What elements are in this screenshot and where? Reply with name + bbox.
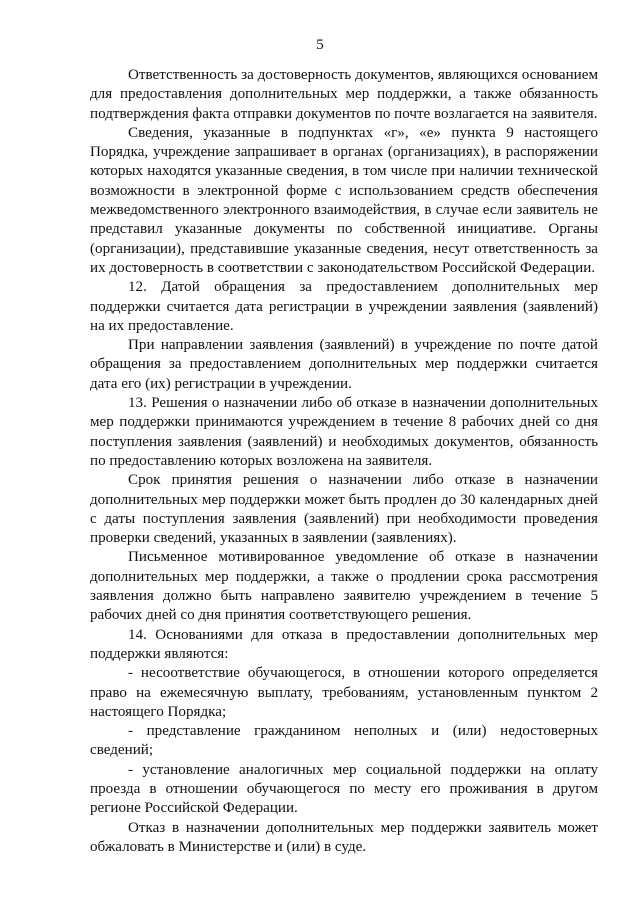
paragraph-extension: Срок принятия решения о назначении либо отказе в назначении дополнительных мер поддержки может быть продлен до 30 календарных дней с даты поступления заявления (заявлений) при необходимости проведения проверки сведений, указанных в заявлении (заявлениях). [90,472,598,547]
paragraph-item-14: 14. Основаниями для отказа в предоставлении дополнительных мер поддержки являются: [90,626,598,662]
paragraph-appeal: Отказ в назначении дополнительных мер поддержки заявитель может обжаловать в Министерстве и (или) в суде. [90,819,598,855]
list-item-similar-measures: - установление аналогичных мер социальной поддержки на оплату проезда в отношении обучающегося по месту его проживания в другом регионе Российской Федерации. [90,761,598,817]
page-number: 5 [316,37,324,53]
list-item-nonconformity: - несоответствие обучающегося, в отношении которого определяется право на ежемесячную выплату, требованиям, установленным пунктом 2 настоящего Порядка; [90,665,598,720]
list-item-incomplete-info: - представление гражданином неполных и (или) недостоверных сведений; [90,723,598,759]
paragraph-responsibility: Ответственность за достоверность документов, являющихся основанием для предоставления дополнительных мер поддержки, а также обязанность подтверждения факта отправки документов по почте возлагается на заявителя. [90,67,598,122]
paragraph-item-13: 13. Решения о назначении либо об отказе в назначении дополнительных мер поддержки принимаются учреждением в течение 8 рабочих дней со дня поступления заявления (заявлений) и необходимых документов, обязанность по предоставлению которых возложена на заявителя. [90,395,598,469]
paragraph-postal-submission: При направлении заявления (заявлений) в учреждение по почте датой обращения за предоставлением дополнительных мер поддержки считается дата его (их) регистрации в учреждении. [90,337,598,392]
paragraph-refusal-notice: Письменное мотивированное уведомление об отказе в назначении дополнительных мер поддержки, а также о продлении срока рассмотрения заявления должно быть направлено заявителю учреждением в течение 5 рабочих дней со дня принятия соответствующего решения. [90,549,598,624]
paragraph-interagency-requests: Сведения, указанные в подпунктах «г», «е» пункта 9 настоящего Порядка, учреждение запрашивает в органах (организациях), в распоряжении которых находятся указанные сведения, в том числе при наличии технической возможности в электронной форме с использованием средств обеспечения межведомственного электронного взаимодействия, в случае если заявитель не представил указанные документы по собственной инициативе. Органы (организации), представившие указанные сведения, несут ответственность за их достоверность в соответствии с законодательством Российской Федерации. [90,124,598,276]
paragraph-item-12: 12. Датой обращения за предоставлением дополнительных мер поддержки считается дата регистрации в учреждении заявления (заявлений) на их предоставление. [90,279,598,334]
document-body [90,66,598,857]
